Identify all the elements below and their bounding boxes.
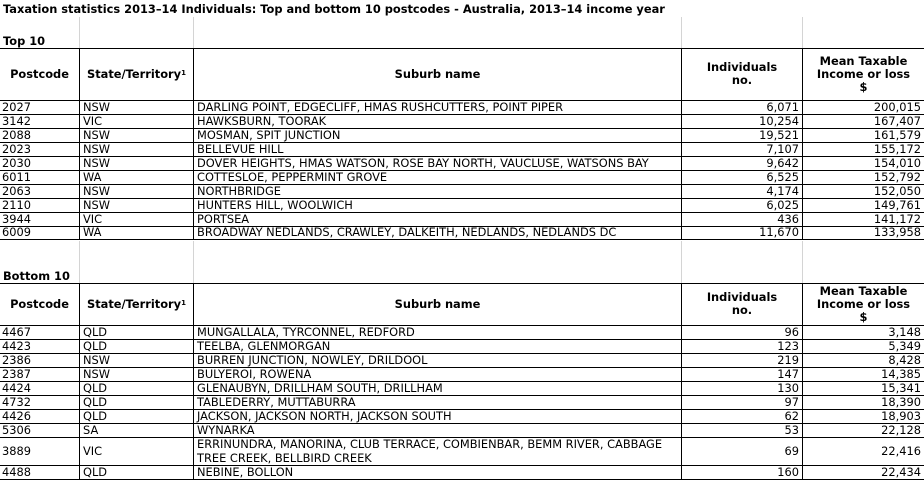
cell-suburb: JACKSON, JACKSON NORTH, JACKSON SOUTH [193,409,681,423]
cell-suburb: GLENAUBYN, DRILLHAM SOUTH, DRILLHAM [193,381,681,395]
cell-mean: 22,434 [802,465,924,479]
col-individuals-header: Individuals no. [681,48,802,100]
cell-mean: 152,792 [802,170,924,184]
cell-individuals: 160 [681,465,802,479]
cell-postcode: 2088 [2,128,31,142]
cell-state: QLD [79,409,193,423]
cell-mean: 161,579 [802,128,924,142]
cell-suburb: MUNGALLALA, TYRCONNEL, REDFORD [193,325,681,339]
cell-individuals: 9,642 [681,156,802,170]
cell-postcode: 4467 [2,325,31,339]
cell-suburb: DOVER HEIGHTS, HMAS WATSON, ROSE BAY NORTH, VAUCLUSE, WATSONS BAY [193,156,681,170]
cell-mean: 167,407 [802,114,924,128]
cell-suburb: WYNARKA [193,423,681,437]
table-row [0,142,924,157]
table-row [0,395,924,410]
cell-mean: 3,148 [802,325,924,339]
cell-individuals: 10,254 [681,114,802,128]
cell-state: QLD [79,325,193,339]
cell-individuals: 53 [681,423,802,437]
cell-individuals: 11,670 [681,226,802,239]
table-row [0,353,924,368]
cell-state: QLD [79,381,193,395]
cell-postcode: 5306 [2,423,31,437]
cell-state: NSW [79,198,193,212]
cell-postcode: 2027 [2,100,31,114]
cell-state: WA [79,170,193,184]
cell-mean: 154,010 [802,156,924,170]
cell-postcode: 4732 [2,395,31,409]
cell-mean: 22,128 [802,423,924,437]
table-row [0,114,924,129]
cell-individuals: 97 [681,395,802,409]
bottom-table-header [0,283,924,326]
table-row [0,212,924,227]
cell-suburb: NORTHBRIDGE [193,184,681,198]
col-postcode-header: Postcode [10,296,69,311]
col-suburb-header: Suburb name [193,48,681,100]
cell-individuals: 6,025 [681,198,802,212]
col-postcode-header: Postcode [10,66,69,81]
cell-state: NSW [79,100,193,114]
table-row [0,198,924,213]
cell-state: WA [79,226,193,239]
cell-individuals: 219 [681,353,802,367]
section-bottom-label: Bottom 10 [3,269,70,283]
cell-state: NSW [79,142,193,156]
cell-individuals: 130 [681,381,802,395]
cell-mean: 5,349 [802,339,924,353]
table-row [0,339,924,354]
cell-suburb: MOSMAN, SPIT JUNCTION [193,128,681,142]
top-table-header [0,48,924,101]
cell-mean: 133,958 [802,226,924,239]
cell-state: QLD [79,465,193,479]
cell-mean: 149,761 [802,198,924,212]
cell-individuals: 436 [681,212,802,226]
section-top-label-row [0,34,924,49]
cell-suburb: COTTESLOE, PEPPERMINT GROVE [193,170,681,184]
table-row [0,423,924,438]
table-row [0,156,924,171]
cell-postcode: 3944 [2,212,31,226]
cell-suburb: BULYEROI, ROWENA [193,367,681,381]
col-state-header: State/Territory $^1$ [79,283,193,325]
col-individuals-header: Individuals no. [681,283,802,325]
cell-mean: 18,390 [802,395,924,409]
cell-mean: 15,341 [802,381,924,395]
blank-row [0,241,924,255]
cell-postcode: 2387 [2,367,31,381]
cell-state: NSW [79,353,193,367]
cell-postcode: 4426 [2,409,31,423]
cell-postcode: 2030 [2,156,31,170]
cell-individuals: 6,525 [681,170,802,184]
cell-individuals: 6,071 [681,100,802,114]
cell-individuals: 7,107 [681,142,802,156]
table-row [0,381,924,396]
cell-suburb: TABLEDERRY, MUTTABURRA [193,395,681,409]
cell-individuals: 69 [681,437,802,465]
cell-postcode: 2023 [2,142,31,156]
table-row [0,128,924,143]
col-mean-header: Mean Taxable Income or loss $ [802,283,924,325]
table-row [0,409,924,424]
cell-suburb: BELLEVUE HILL [193,142,681,156]
cell-state: VIC [79,437,193,465]
table-row [0,325,924,340]
table-row [0,367,924,382]
blank-row [0,17,924,34]
cell-suburb: TEELBA, GLENMORGAN [193,339,681,353]
cell-state: QLD [79,395,193,409]
cell-mean: 152,050 [802,184,924,198]
cell-mean: 141,172 [802,212,924,226]
cell-mean: 22,416 [802,437,924,465]
cell-suburb: BURREN JUNCTION, NOWLEY, DRILDOOL [193,353,681,367]
cell-individuals: 4,174 [681,184,802,198]
cell-suburb: HAWKSBURN, TOORAK [193,114,681,128]
table-row [0,184,924,199]
cell-postcode: 2063 [2,184,31,198]
cell-state: VIC [79,212,193,226]
cell-postcode: 4424 [2,381,31,395]
cell-individuals: 96 [681,325,802,339]
cell-individuals: 62 [681,409,802,423]
cell-suburb: PORTSEA [193,212,681,226]
cell-postcode: 2110 [2,198,31,212]
cell-mean: 8,428 [802,353,924,367]
cell-mean: 14,385 [802,367,924,381]
table-row [0,226,924,240]
cell-postcode: 6011 [2,170,31,184]
cell-postcode: 2386 [2,353,31,367]
cell-state: QLD [79,339,193,353]
cell-state: NSW [79,128,193,142]
cell-state: NSW [79,156,193,170]
cell-suburb: ERRINUNDRA, MANORINA, CLUB TERRACE, COMBIENBAR, BEMM RIVER, CABBAGE TREE CREEK, BELLBIRD CREEK [193,437,681,465]
table-row [0,100,924,115]
cell-suburb: BROADWAY NEDLANDS, CRAWLEY, DALKEITH, NEDLANDS, NEDLANDS DC [193,226,681,239]
blank-row [0,255,924,269]
table-row [0,437,924,466]
section-top-label: Top 10 [3,34,46,48]
cell-state: NSW [79,367,193,381]
cell-suburb: HUNTERS HILL, WOOLWICH [193,198,681,212]
sheet-title: Taxation statistics 2013–14 Individuals: Top and bottom 10 postcodes - Australia, 2013–14 income year [3,1,665,16]
col-suburb-header: Suburb name [193,283,681,325]
cell-postcode: 6009 [2,226,31,239]
cell-mean: 200,015 [802,100,924,114]
cell-state: VIC [79,114,193,128]
cell-postcode: 3889 [2,443,31,458]
cell-individuals: 19,521 [681,128,802,142]
cell-postcode: 4488 [2,465,31,479]
section-bottom-label-row [0,269,924,284]
col-state-header: State/Territory $^1$ [79,48,193,100]
cell-individuals: 147 [681,367,802,381]
cell-individuals: 123 [681,339,802,353]
cell-suburb: DARLING POINT, EDGECLIFF, HMAS RUSHCUTTERS, POINT PIPER [193,100,681,114]
col-mean-header: Mean Taxable Income or loss $ [802,48,924,100]
table-row [0,170,924,185]
cell-suburb: NEBINE, BOLLON [193,465,681,479]
table-row [0,465,924,480]
cell-mean: 18,903 [802,409,924,423]
cell-postcode: 4423 [2,339,31,353]
cell-state: NSW [79,184,193,198]
cell-mean: 155,172 [802,142,924,156]
cell-postcode: 3142 [2,114,31,128]
cell-state: SA [79,423,193,437]
